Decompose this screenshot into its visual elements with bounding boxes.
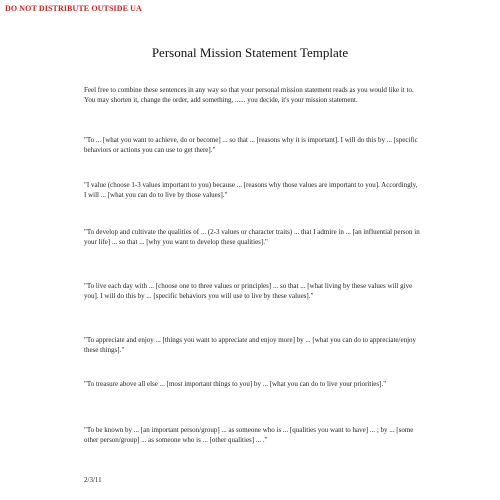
intro-paragraph: Feel free to combine these sentences in any way so that your personal mission statement reads as you would like it to. You may shorten it, change the order, add something, ...... you decide, it's your mission statement.	[84, 86, 414, 104]
statement-template-1: "To ... [what you want to achieve, do or become] ... so that ... [reasons why it is important]. I will do this by ... [specific behaviors or actions you can use to get there]."	[84, 136, 418, 154]
statement-template-3: "To develop and cultivate the qualities of ... (2-3 values or character traits) ... that I admire in ... [an influential person in your life] ... so that ... [why you want to develop these qualities]."	[84, 228, 420, 246]
statement-template-7: "To be known by ... [an important person/group] ... as someone who is ... [qualities you want to have] ... ; by ... [some other person/group] ... as someone who is ... [other qualities] ... ."	[84, 426, 414, 444]
footer-date: 2/3/11	[84, 476, 102, 484]
statement-template-5: "To appreciate and enjoy ... [things you want to appreciate and enjoy more] by ... [what you can do to appreciate/enjoy these things]."	[84, 336, 417, 354]
distribution-warning: DO NOT DISTRIBUTE OUTSIDE UA	[5, 4, 142, 13]
statement-template-2: "I value (choose 1-3 values important to you) because ... [reasons why those values are important to you]. Accordingly, I will ... [what you can do to live by those values]."	[84, 181, 418, 199]
statement-template-6: "To treasure above all else ... [most important things to you] by ... [what you can do to live your priorities]."	[84, 380, 387, 388]
statement-template-4: "To live each day with ... [choose one to three values or principles] ... so that ... [what living by these values will give you]. I will do this by ... [specific behaviors you will use to live by these values]."	[84, 282, 413, 300]
page-title: Personal Mission Statement Template	[151, 45, 349, 60]
